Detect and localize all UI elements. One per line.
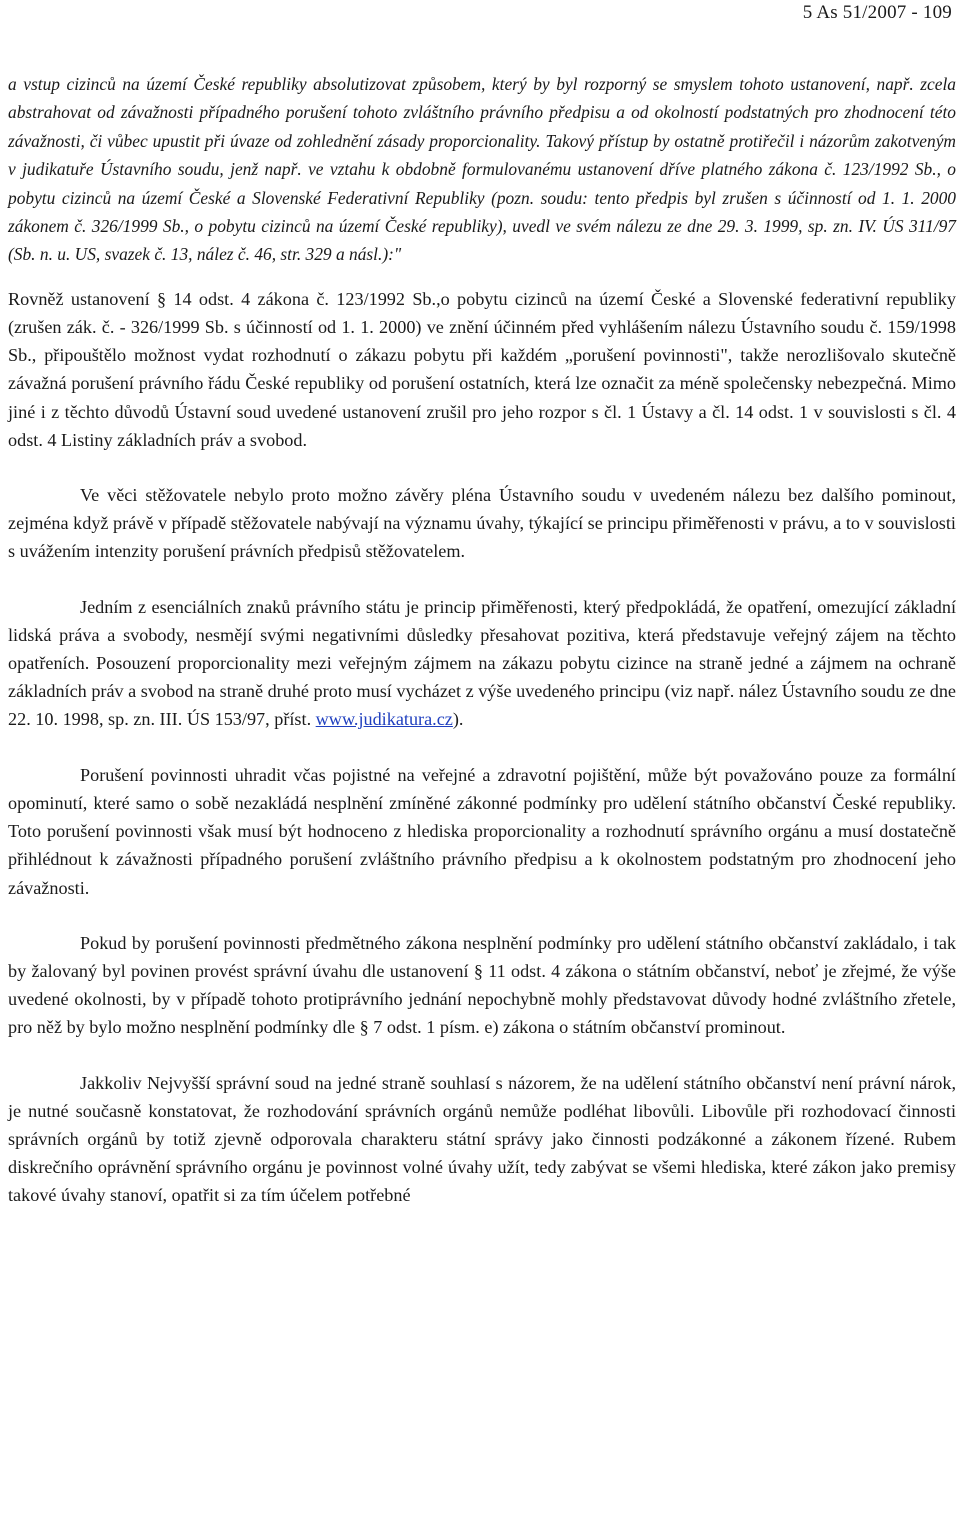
paragraph-3-tail: ).: [452, 709, 464, 730]
quoted-paragraph: a vstup cizinců na území České republiky absolutizovat způsobem, který by byl rozporný se smyslem tohoto ustanovení, např. zcela abstrahovat od závažnosti případného porušení tohoto zvláštního právního předpisu a od okolností podstatných pro zhodnocení této závažnosti, či vůbec upustit při úvaze od zohlednění zásady proporcionality. Takový přístup by ostatně protiřečil i názorům zakotveným v judikatuře Ústavního soudu, jenž např. ve vztahu k obdobně formulovanému ustanovení dříve platného zákona č. 123/1992 Sb., o pobytu cizinců na území České a Slovenské Federativní Republiky (pozn. soudu: tento předpis byl zrušen s účinností od 1. 1. 2000 zákonem č. 326/1999 Sb., o pobytu cizinců na území České republiky), uvedl ve svém nálezu ze dne 29. 3. 1999, sp. zn. IV. ÚS 311/97 (Sb. n. u. US, svazek č. 13, nález č. 46, str. 329 a násl.):": [8, 74, 956, 265]
paragraph-3: [8, 593, 956, 734]
document-body: [8, 70, 956, 1210]
judikatura-link[interactable]: www.judikatura.cz: [315, 709, 453, 730]
case-reference: 5 As 51/2007 - 109: [802, 2, 952, 23]
paragraph-4: Porušení povinnosti uhradit včas pojistné na veřejné a zdravotní pojištění, může být považováno pouze za formální opominutí, které samo o sobě nezakládá nesplnění zmíněné zákonné podmínky pro udělení státního občanství České republiky. Toto porušení povinnosti však musí být hodnoceno z hlediska proporcionality a rozhodnutí správního orgánu a musí dostatečně přihlédnout k závažnosti případného porušení zvláštního právního předpisu a k okolnostem podstatným pro zhodnocení jeho závažnosti.: [8, 764, 956, 898]
paragraph-5: Pokud by porušení povinnosti předmětného zákona nesplnění podmínky pro udělení státního občanství zakládalo, i tak by žalovaný byl povinen provést správní úvahu dle ustanovení § 11 odst. 4 zákona o státním občanství, neboť je zřejmé, že výše uvedené okolnosti, by v případě tohoto protiprávního jednání nepochybně mohly představovat důvody hodné zvláštního zřetele, pro něž by bylo možno nesplnění podmínky dle § 7 odst. 1 písm. e) zákona o státním občanství prominout.: [8, 932, 956, 1038]
paragraph-3-text: Jedním z esenciálních znaků právního státu je princip přiměřenosti, který předpokládá, že opatření, omezující základní lidská práva a svobody, nesmějí svými negativními důsledky přesahovat pozitiva, která představuje veřejný zájem na těchto opatřeních. Posouzení proporcionality mezi veřejným zájmem na zákazu pobytu cizince na straně jedné a zájmem na ochraně základních práv a svobod na straně druhé proto musí vycházet z výše uvedeného principu (viz např. nález Ústavního soudu ze dne 22. 10. 1998, sp. zn. III. ÚS 153/97, příst.: [8, 596, 956, 730]
paragraph-6: Jakkoliv Nejvyšší správní soud na jedné straně souhlasí s názorem, že na udělení státního občanství není právní nárok, je nutné současně konstatovat, že rozhodování správních orgánů nemůže podléhat libovůli. Libovůle při rozhodovací činnosti správních orgánů by totiž zjevně odporovala charakteru státní správy jako činnosti podzákonné a zákonem řízené. Rubem diskrečního oprávnění správního orgánu je povinnost volné úvahy užít, tedy zabývat se všemi hlediska, které zákon jako premisy takové úvahy stanoví, opatřit si za tím účelem potřebné: [8, 1072, 956, 1206]
paragraph-1: Rovněž ustanovení § 14 odst. 4 zákona č. 123/1992 Sb.,o pobytu cizinců na území České a Slovenské federativní republiky (zrušen zák. č. - 326/1999 Sb. s účinností od 1. 1. 2000) ve znění účinném před vyhlášením nálezu Ústavního soudu č. 159/1998 Sb., připouštělo možnost vydat rozhodnutí o zákazu pobytu při každém „porušení povinnosti", takže nerozlišovalo skutečně závažná porušení právního řádu České republiky od porušení ostatních, která lze označit za méně společensky nebezpečná. Mimo jiné i z těchto důvodů Ústavní soud uvedené ustanovení zrušil pro jeho rozpor s čl. 1 Ústavy a čl. 14 odst. 1 v souvislosti s čl. 4 odst. 4 Listiny základních práv a svobod.: [8, 288, 956, 450]
paragraph-2: Ve věci stěžovatele nebylo proto možno závěry pléna Ústavního soudu v uvedeném nálezu bez dalšího pominout, zejména když právě v případě stěžovatele nabývají na významu úvahy, týkající se principu přiměřenosti v právu, a to v souvislosti s uvážením intenzity porušení právních předpisů stěžovatelem.: [8, 485, 956, 562]
